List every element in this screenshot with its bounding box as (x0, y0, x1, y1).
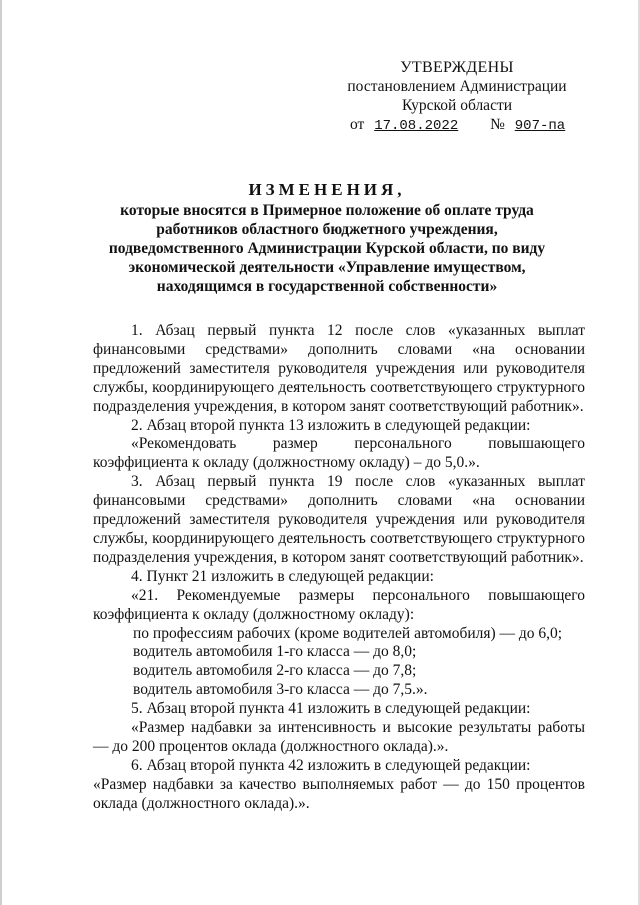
paragraph-3: 3. Абзац первый пункта 19 после слов «указанных выплат финансовыми средствами» дополнить словами «на основании предложений заместителя руководителя учреждения или руководителя службы, координирующего деятельность соответствующего структурного подразделения учреждения, в котором занят соответствующий работник». (93, 473, 585, 566)
paragraph-2: 2. Абзац второй пункта 13 изложить в следующей редакции: (131, 416, 531, 434)
list-item: по профессиям рабочих (кроме водителей автомобиля) — до 6,0; (133, 624, 563, 642)
document-heading (82, 180, 572, 296)
heading-subtitle-line: работников областного бюджетного учреждения, (156, 221, 498, 238)
heading-subtitle-line: которые вносятся в Примерное положение об оплате труда (120, 202, 534, 219)
list-item: водитель автомобиля 1-го класса — до 8,0; (133, 643, 417, 661)
approval-date: 17.08.2022 (374, 118, 459, 134)
paragraph-5: 5. Абзац второй пункта 41 изложить в следующей редакции: (131, 700, 531, 718)
heading-title: ИЗМЕНЕНИЯ, (248, 180, 406, 199)
heading-subtitle-line: находящимся в государственной собственности» (156, 278, 498, 295)
paragraph-5-quote: «Размер надбавки за интенсивность и высокие результаты работы — до 200 процентов оклада (должностного оклада).». (93, 719, 585, 755)
approval-stamp (332, 58, 582, 136)
document-body (93, 322, 585, 814)
paragraph-1: 1. Абзац первый пункта 12 после слов «указанных выплат финансовыми средствами» дополнить словами «на основании предложений заместителя руководителя учреждения или руководителя службы, координирующего деятельность соответствующего структурного подразделения учреждения, в котором занят соответствующий работник». (93, 322, 585, 415)
approval-line-2: Курской области (401, 97, 513, 114)
paragraph-4-quote: «21. Рекомендуемые размеры персонального повышающего коэффициента к окладу (должностному окладу): (93, 586, 585, 623)
approval-date-line (332, 115, 582, 136)
paragraph-4: 4. Пункт 21 изложить в следующей редакции: (131, 567, 434, 585)
number-sign: № (490, 116, 505, 133)
approval-title: УТВЕРЖДЕНЫ (400, 59, 514, 76)
approval-line-1: постановлением Администрации (347, 78, 567, 95)
approval-number: 907-па (514, 118, 566, 134)
date-prefix: от (350, 116, 365, 133)
list-item: водитель автомобиля 3-го класса — до 7,5.». (133, 681, 428, 699)
paragraph-6-quote: «Размер надбавки за качество выполняемых работ — до 150 процентов оклада (должностного оклада).». (93, 775, 585, 812)
heading-subtitle-line: экономической деятельности «Управление имуществом, (128, 259, 526, 276)
heading-subtitle-line: подведомственного Администрации Курской области, по виду (108, 240, 546, 257)
paragraph-2-quote: «Рекомендовать размер персонального повышающего коэффициента к окладу (должностному окладу) – до 5,0.». (93, 435, 585, 472)
paragraph-6: 6. Абзац второй пункта 42 изложить в следующей редакции: (131, 756, 531, 774)
list-item: водитель автомобиля 2-го класса — до 7,8; (133, 662, 417, 680)
